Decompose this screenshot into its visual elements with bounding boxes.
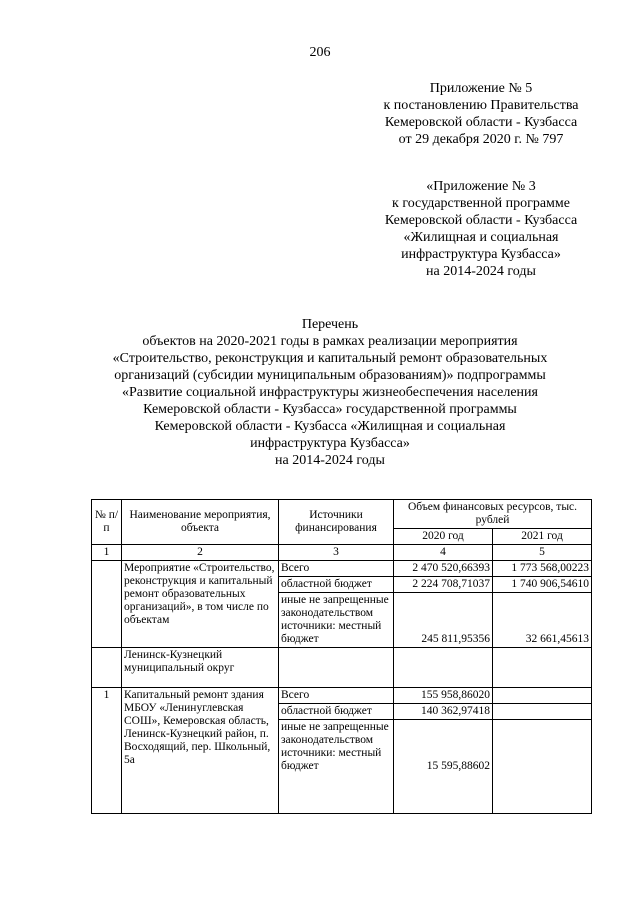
value-2021: 32 661,45613: [493, 593, 592, 648]
district-name: Ленинск-Кузнецкий муниципальный округ: [122, 648, 279, 688]
table-row: [92, 688, 592, 704]
appendix-3-line: «Жилищная и социальная: [403, 230, 559, 245]
source-cell: Всего: [279, 688, 394, 704]
title-line: Перечень: [301, 317, 359, 332]
source-cell: [279, 648, 394, 688]
table-row: [92, 648, 592, 688]
value-2020: 245 811,95356: [394, 593, 493, 648]
value-2020: 15 595,88602: [394, 720, 493, 814]
header-2020: 2020 год: [394, 529, 493, 545]
objects-table: [91, 499, 592, 814]
title-line: инфраструктура Кузбасса»: [250, 436, 410, 451]
appendix-3-line: инфраструктура Кузбасса»: [401, 247, 561, 262]
object-name: Капитальный ремонт здания МБОУ «Ленинуглевская СОШ», Кемеровская область, Ленинск-Кузнецкий район, п. Восходящий, пер. Школьный, 5а: [122, 688, 279, 814]
measure-name: Мероприятие «Строительство, реконструкция и капитальный ремонт образовательных организаций», в том числе по объектам: [122, 561, 279, 648]
header-name: Наименование мероприятия, объекта: [122, 500, 279, 545]
value-2020: [394, 648, 493, 688]
title-line: Кемеровской области - Кузбасса» государственной программы: [143, 402, 517, 417]
header-volume: Объем финансовых ресурсов, тыс. рублей: [394, 500, 592, 529]
appendix-3-line: на 2014-2024 годы: [426, 264, 536, 279]
value-2020: 2 470 520,66393: [394, 561, 493, 577]
value-2021: [493, 720, 592, 814]
value-2020: 2 224 708,71037: [394, 577, 493, 593]
header-num: № п/п: [92, 500, 122, 545]
row-number: 1: [92, 688, 122, 814]
appendix-3-line: к государственной программе: [392, 196, 570, 211]
title-line: объектов на 2020-2021 годы в рамках реализации мероприятия: [142, 334, 518, 349]
source-cell: Всего: [279, 561, 394, 577]
table-row: [92, 561, 592, 577]
column-number: 2: [122, 545, 279, 561]
source-cell: иные не запрещенные законодательством источники: местный бюджет: [279, 720, 394, 814]
header-2021: 2021 год: [493, 529, 592, 545]
header-source: Источники финансирования: [279, 500, 394, 545]
title-line: Кемеровской области - Кузбасса «Жилищная и социальная: [154, 419, 506, 434]
source-cell: иные не запрещенные законодательством источники: местный бюджет: [279, 593, 394, 648]
appendix-3-line: «Приложение № 3: [426, 179, 536, 194]
value-2021: 1 740 906,54610: [493, 577, 592, 593]
value-2021: [493, 704, 592, 720]
appendix-5-line: к постановлению Правительства: [383, 98, 579, 113]
value-2021: 1 773 568,00223: [493, 561, 592, 577]
title-line: «Строительство, реконструкция и капитальный ремонт образовательных: [112, 351, 548, 366]
document-title: [70, 316, 590, 469]
appendix-5-block: [372, 80, 590, 148]
column-number: 1: [92, 545, 122, 561]
value-2021: [493, 648, 592, 688]
appendix-5-line: Приложение № 5: [429, 81, 533, 96]
appendix-3-block: [372, 178, 590, 280]
row-number: [92, 561, 122, 648]
source-cell: областной бюджет: [279, 704, 394, 720]
column-number: 5: [493, 545, 592, 561]
source-cell: областной бюджет: [279, 577, 394, 593]
title-line: на 2014-2024 годы: [275, 453, 385, 468]
appendix-5-line: от 29 декабря 2020 г. № 797: [398, 132, 564, 147]
column-number: 4: [394, 545, 493, 561]
appendix-5-line: Кемеровской области - Кузбасса: [384, 115, 578, 130]
title-line: организаций (субсидии муниципальным образованиям)» подпрограммы: [114, 368, 546, 383]
title-line: «Развитие социальной инфраструктуры жизнеобеспечения населения: [122, 385, 538, 400]
page-number: 206: [309, 45, 331, 60]
table-header-row: [92, 500, 592, 529]
column-number: 3: [279, 545, 394, 561]
column-number-row: [92, 545, 592, 561]
appendix-3-line: Кемеровской области - Кузбасса: [384, 213, 578, 228]
value-2020: 155 958,86020: [394, 688, 493, 704]
row-number: [92, 648, 122, 688]
value-2021: [493, 688, 592, 704]
value-2020: 140 362,97418: [394, 704, 493, 720]
